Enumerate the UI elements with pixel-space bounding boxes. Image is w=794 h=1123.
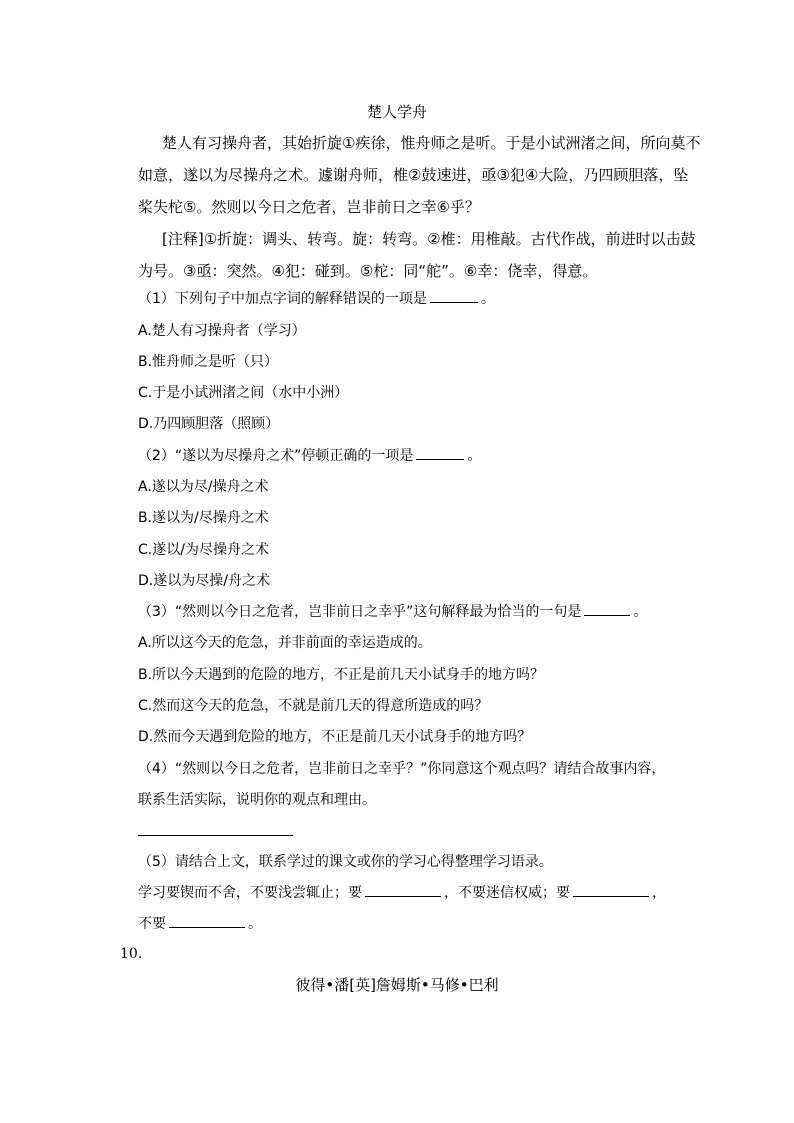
question-5-text-c: ，	[652, 885, 666, 901]
question-5-text-b: ，不要迷信权威；要	[444, 885, 570, 901]
question-2-option-a: A.遂以为尽/操舟之术	[138, 479, 269, 495]
question-1-end: 。	[480, 291, 495, 307]
notes-line-1: [注释]①折旋：调头、转弯。旋：转弯。②椎：用椎敲。古代作战，前进时以击鼓	[162, 230, 696, 248]
question-10-number: 10.	[120, 946, 143, 962]
question-1-option-d: D.乃四顾胆落（照顾）	[138, 416, 280, 432]
question-4-line-2: 联系生活实际，说明你的观点和理由。	[138, 792, 376, 808]
question-3-option-c: C.然而这今天的危急，不就是前几天的得意所造成的吗？	[138, 698, 489, 714]
question-3-option-d: D.然而今天遇到危险的地方，不正是前几天小试身手的地方吗？	[138, 729, 532, 745]
question-3-end: 。	[633, 604, 648, 620]
question-2-end: 。	[467, 448, 482, 464]
question-3-answer-blank[interactable]	[584, 614, 630, 616]
question-2-stem	[138, 446, 481, 466]
question-1-stem	[138, 289, 495, 309]
passage-title: 楚人学舟	[366, 103, 427, 121]
question-5-text-a: 学习要锲而不舍，不要浅尝辄止；要	[138, 885, 362, 901]
question-1-option-a: A.楚人有习操舟者（学习）	[138, 323, 306, 339]
question-5-text-e: 。	[248, 916, 262, 932]
question-3-text: （3）“然则以今日之危者，岂非前日之幸乎”这句解释最为恰当的一句是	[138, 604, 582, 620]
question-4-line-1: （4）“然则以今日之危者，岂非前日之幸乎？”你同意这个观点吗？请结合故事内容，	[138, 761, 666, 777]
question-2-option-c: C.遂以/为尽操舟之术	[138, 542, 269, 558]
question-5-blank-3[interactable]	[169, 926, 245, 928]
question-2-option-d: D.遂以为尽操/舟之术	[138, 573, 270, 589]
question-5-blank-1[interactable]	[365, 895, 441, 897]
question-2-answer-blank[interactable]	[416, 458, 464, 460]
question-2-option-b: B.遂以为/尽操舟之术	[138, 510, 269, 526]
question-3-option-a: A.所以这今天的危急，并非前面的幸运造成的。	[138, 635, 432, 651]
question-5-line-1	[138, 883, 666, 903]
question-3-stem	[138, 602, 647, 622]
passage-line-1: 楚人有习操舟者，其始折旋①疾徐，惟舟师之是听。于是小试洲渚之间，所向莫不	[162, 134, 701, 152]
notes-line-2: 为号。③亟：突然。④犯：碰到。⑤柁：同“舵”。⑥幸：侥幸，得意。	[138, 262, 598, 280]
passage-line-2: 如意，遂以为尽操舟之术。遽谢舟师，椎②鼓速进，亟③犯④大险，乃四顾胆落，坠	[138, 166, 689, 184]
question-5-line-2	[138, 914, 262, 934]
question-5-stem: （5）请结合上文，联系学过的课文或你的学习心得整理学习语录。	[138, 854, 553, 870]
question-3-option-b: B.所以今天遇到的危险的地方，不正是前几天小试身手的地方吗？	[138, 667, 545, 683]
question-1-option-b: B.惟舟师之是听（只）	[138, 354, 279, 370]
passage-line-3: 桨失柁⑤。然则以今日之危者，岂非前日之幸⑥乎？	[138, 198, 480, 216]
next-passage-title: 彼得•潘[英]詹姆斯•马修•巴利	[295, 976, 499, 994]
question-1-option-c: C.于是小试洲渚之间（水中小洲）	[138, 385, 349, 401]
question-5-text-d: 不要	[138, 916, 166, 932]
question-1-answer-blank[interactable]	[430, 301, 478, 303]
question-2-text: （2）“遂以为尽操舟之术”停顿正确的一项是	[138, 448, 414, 464]
question-1-text: （1）下列句子中加点字词的解释错误的一项是	[138, 291, 427, 307]
question-5-blank-2[interactable]	[573, 895, 649, 897]
question-4-answer-line[interactable]	[138, 835, 293, 836]
